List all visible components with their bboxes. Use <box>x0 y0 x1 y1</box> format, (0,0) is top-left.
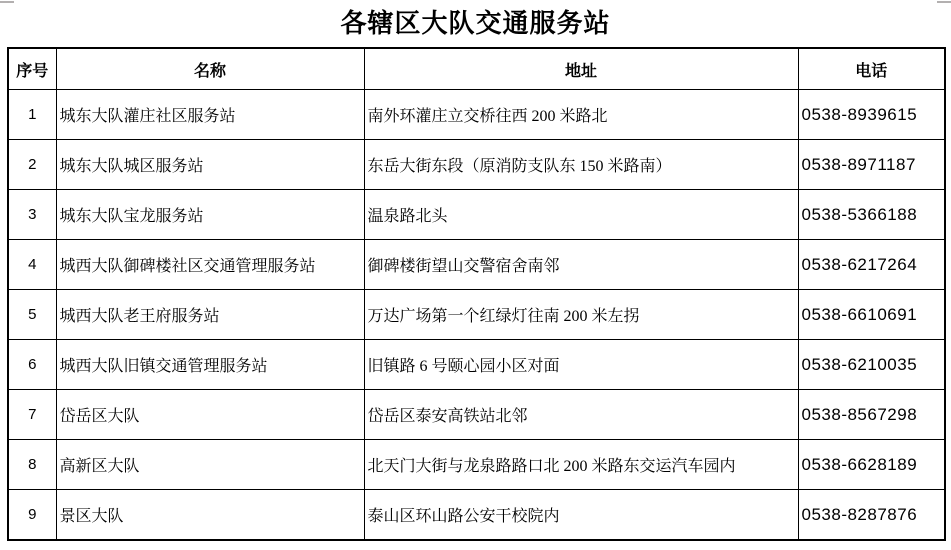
seq-cell: 7 <box>8 390 56 440</box>
address-cell: 南外环灌庄立交桥往西 200 米路北 <box>364 90 798 140</box>
name-cell: 高新区大队 <box>56 440 364 490</box>
address-cell: 泰山区环山路公安干校院内 <box>364 490 798 541</box>
header-seq: 序号 <box>8 48 56 90</box>
table-row <box>8 490 945 541</box>
address-cell: 东岳大街东段（原消防支队东 150 米路南） <box>364 140 798 190</box>
seq-cell: 3 <box>8 190 56 240</box>
seq-cell: 8 <box>8 440 56 490</box>
phone-cell: 0538-8567298 <box>798 390 945 440</box>
address-cell: 御碑楼街望山交警宿舍南邻 <box>364 240 798 290</box>
name-cell: 城东大队城区服务站 <box>56 140 364 190</box>
seq-cell: 6 <box>8 340 56 390</box>
table-row <box>8 390 945 440</box>
header-name: 名称 <box>56 48 364 90</box>
table-row <box>8 240 945 290</box>
seq-cell: 9 <box>8 490 56 541</box>
header-row <box>8 48 945 90</box>
top-right-border-artifact <box>937 1 951 3</box>
seq-cell: 1 <box>8 90 56 140</box>
table-row <box>8 440 945 490</box>
name-cell: 景区大队 <box>56 490 364 541</box>
stations-table <box>7 47 946 541</box>
seq-cell: 5 <box>8 290 56 340</box>
header-phone: 电话 <box>798 48 945 90</box>
table-row <box>8 340 945 390</box>
phone-cell: 0538-5366188 <box>798 190 945 240</box>
name-cell: 城东大队灌庄社区服务站 <box>56 90 364 140</box>
phone-cell: 0538-6628189 <box>798 440 945 490</box>
phone-cell: 0538-6610691 <box>798 290 945 340</box>
header-address: 地址 <box>364 48 798 90</box>
table-row <box>8 190 945 240</box>
phone-cell: 0538-8287876 <box>798 490 945 541</box>
address-cell: 万达广场第一个红绿灯往南 200 米左拐 <box>364 290 798 340</box>
table-row <box>8 140 945 190</box>
address-cell: 温泉路北头 <box>364 190 798 240</box>
address-cell: 北天门大街与龙泉路路口北 200 米路东交运汽车园内 <box>364 440 798 490</box>
top-left-border-artifact <box>0 1 14 3</box>
address-cell: 旧镇路 6 号颐心园小区对面 <box>364 340 798 390</box>
name-cell: 城西大队旧镇交通管理服务站 <box>56 340 364 390</box>
page-title: 各辖区大队交通服务站 <box>340 9 611 38</box>
name-cell: 城西大队老王府服务站 <box>56 290 364 340</box>
name-cell: 城东大队宝龙服务站 <box>56 190 364 240</box>
phone-cell: 0538-6217264 <box>798 240 945 290</box>
name-cell: 岱岳区大队 <box>56 390 364 440</box>
seq-cell: 4 <box>8 240 56 290</box>
address-cell: 岱岳区泰安高铁站北邻 <box>364 390 798 440</box>
table-row <box>8 290 945 340</box>
phone-cell: 0538-8939615 <box>798 90 945 140</box>
phone-cell: 0538-8971187 <box>798 140 945 190</box>
name-cell: 城西大队御碑楼社区交通管理服务站 <box>56 240 364 290</box>
table-row <box>8 90 945 140</box>
seq-cell: 2 <box>8 140 56 190</box>
phone-cell: 0538-6210035 <box>798 340 945 390</box>
